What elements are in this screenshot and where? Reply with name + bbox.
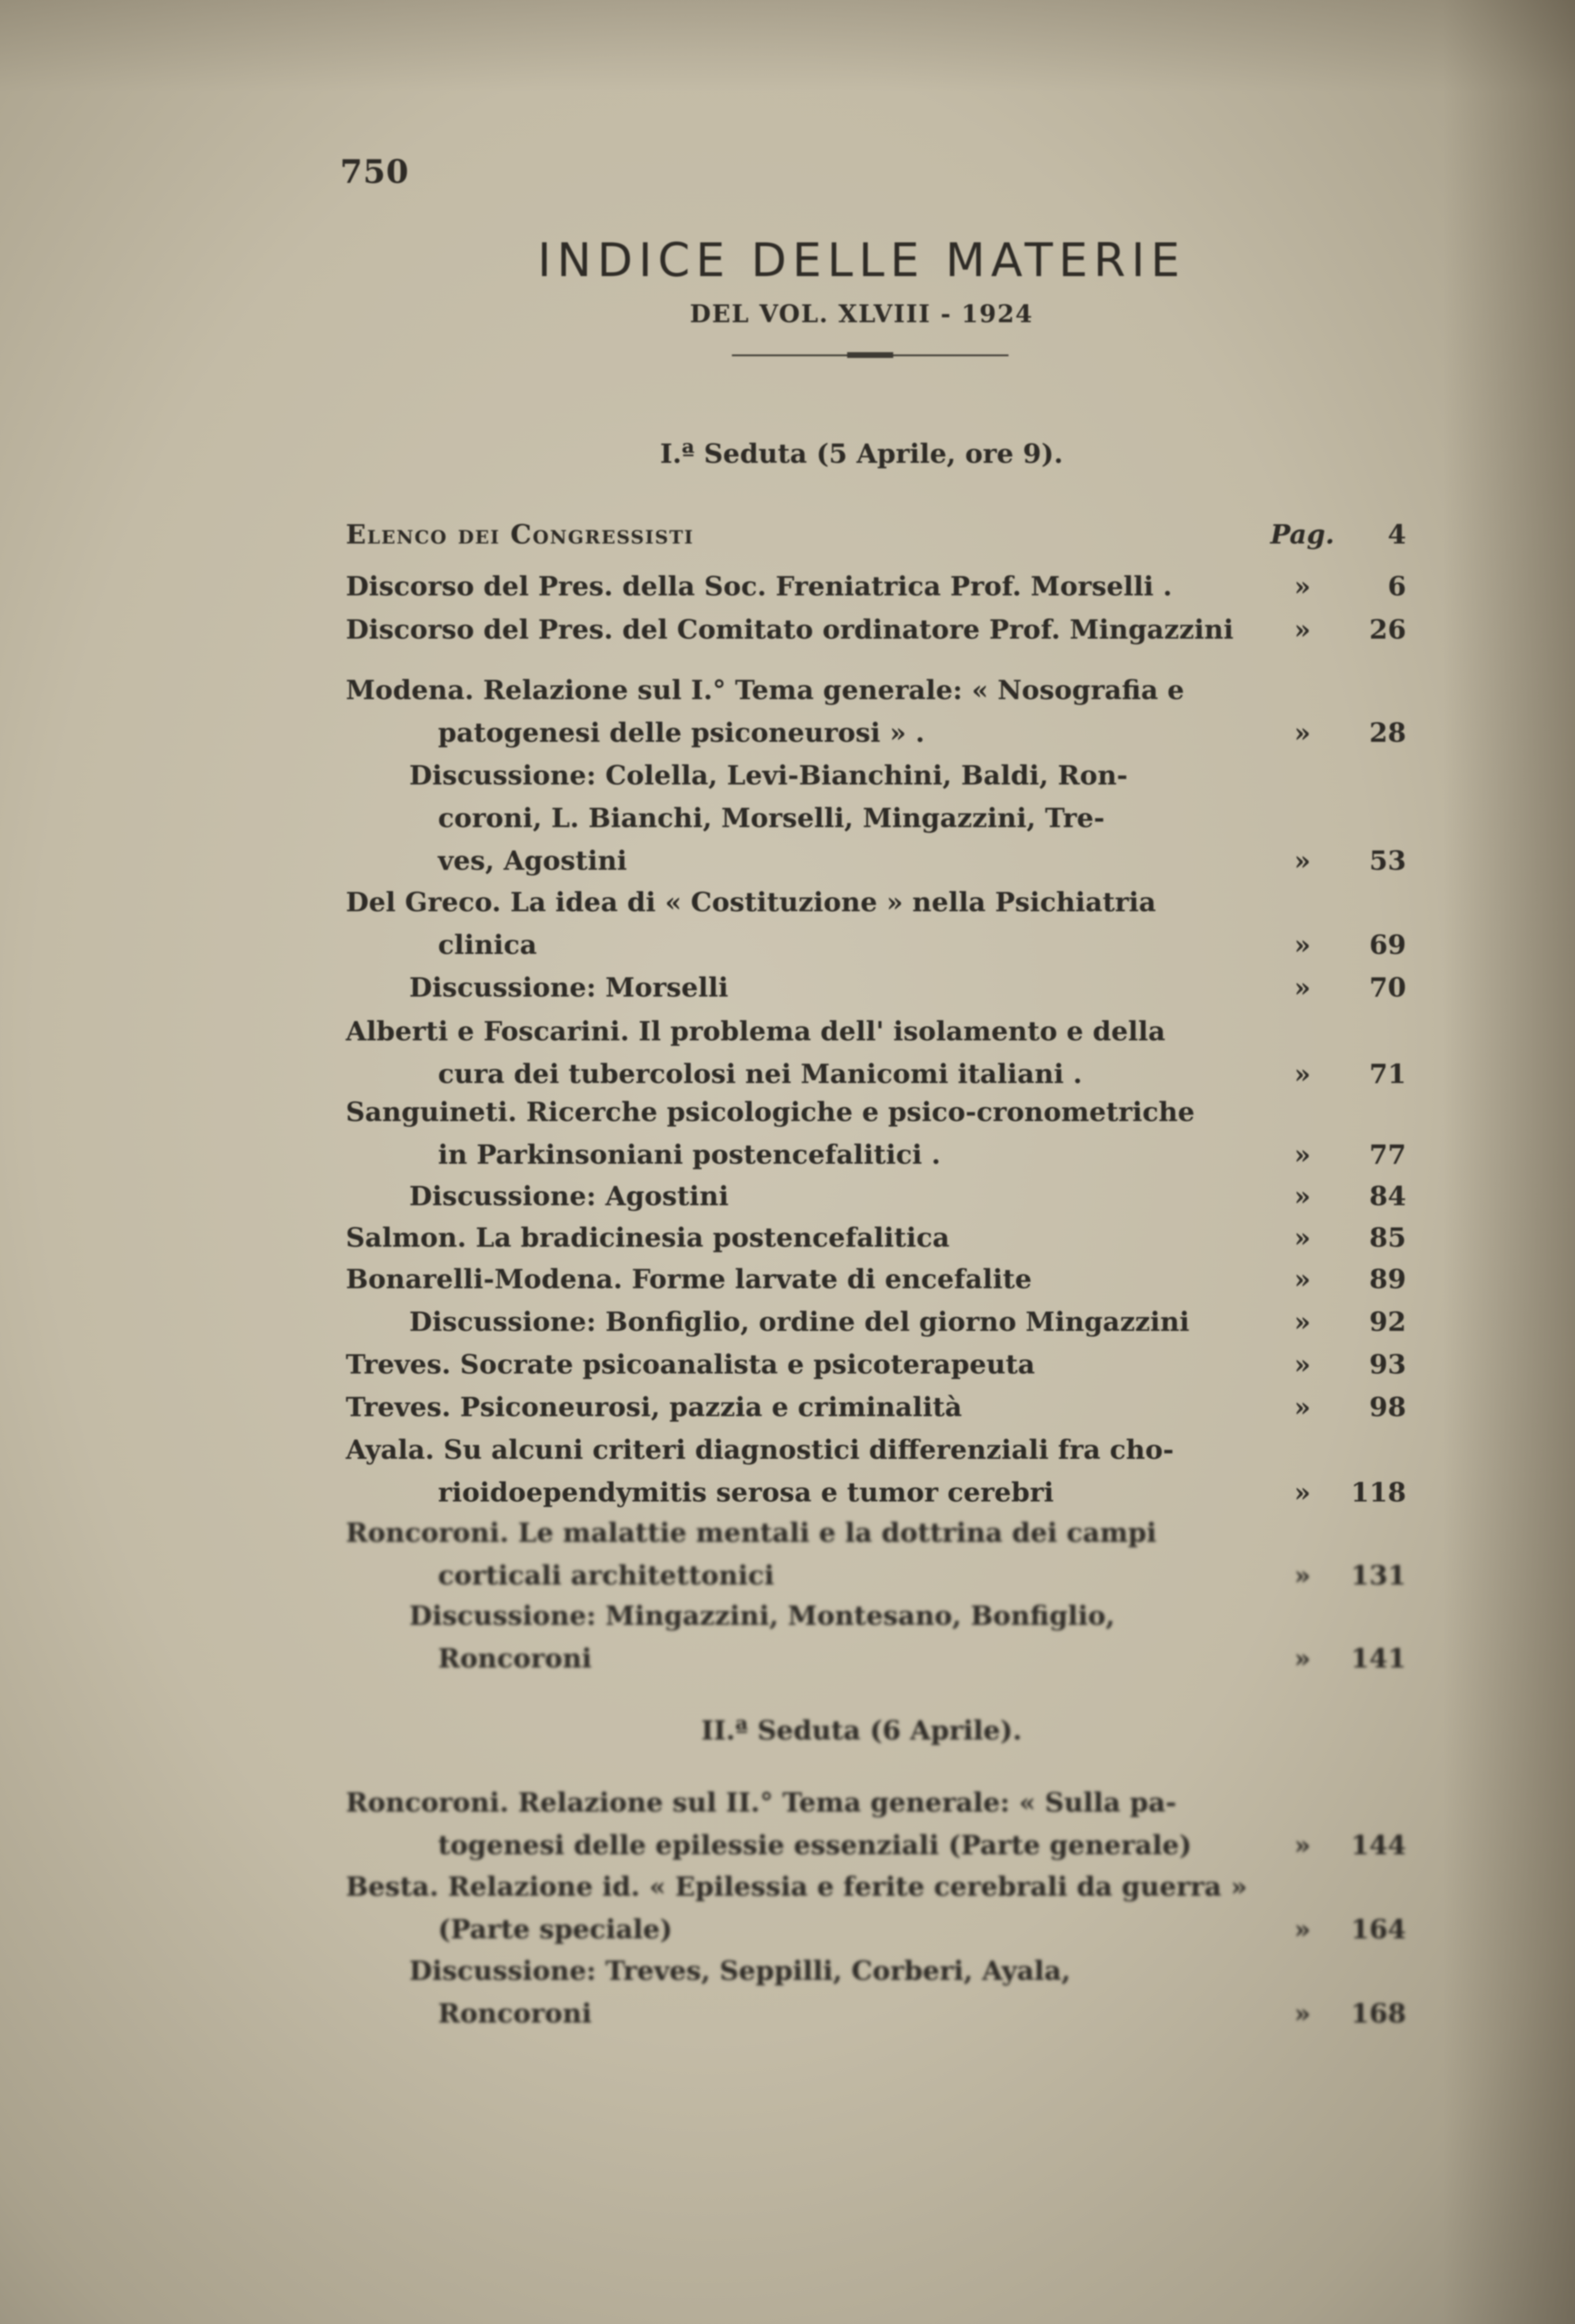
entry-page-number: 93 [1369,1349,1406,1380]
page-subtitle: DEL VOL. XLVIII - 1924 [689,300,1034,328]
page-edge-shadow-top [0,0,1575,92]
entry-text: Discussione: Mingazzini, Montesano, Bonfiglio, [409,1600,1115,1631]
entry-text: Roncoroni. Relazione sul II.° Tema generale: « Sulla pa- [346,1787,1177,1818]
entry-ditto-mark: » [1294,1058,1311,1089]
entry-text-continuation: patogenesi delle psiconeurosi » . [438,717,925,748]
entry-text-continuation: corticali architettonici [438,1560,775,1591]
entry-page-number: 98 [1369,1391,1406,1423]
entry-ditto-mark: » [1294,1349,1311,1380]
toc-entry [346,608,1406,651]
entry-page-number: 71 [1369,1058,1406,1089]
entry-ditto-mark: » [1294,1391,1311,1423]
entry-ditto-mark: » [1294,1643,1311,1674]
toc-entry [346,1386,1406,1428]
entry-ditto-mark: » [1294,972,1311,1003]
entry-text-continuation: (Parte speciale) [438,1914,673,1945]
entry-text-continuation: Roncoroni [438,1643,592,1674]
page-edge-shadow-right [1442,0,1575,2324]
toc-entry [346,1343,1406,1386]
entry-ditto-mark: » [1294,1222,1311,1253]
entry-text: Discussione: Treves, Seppilli, Corberi, Ayala, [409,1955,1071,1986]
entry-page-number: 28 [1369,717,1406,748]
entry-page-number: 4 [1387,519,1406,550]
toc-entry [346,1949,1406,2035]
entry-text: Alberti e Foscarini. Il problema dell' isolamento e della [346,1016,1166,1047]
entry-page-number: 89 [1369,1263,1406,1295]
toc-entry [346,1428,1406,1514]
entry-text-continuation: rioidoependymitis serosa e tumor cerebri [438,1477,1054,1508]
entry-ditto-mark: » [1294,1306,1311,1337]
entry-ditto-mark: » [1294,571,1311,602]
entry-text-continuation: clinica [438,929,537,960]
toc-entry [346,1865,1406,1950]
toc-entry [346,669,1406,754]
toc-entry [346,1511,1406,1597]
toc-entry [346,754,1406,882]
toc-entry [346,1258,1406,1300]
toc-entry [346,1091,1406,1176]
entry-text: Discussione: Agostini [409,1180,729,1212]
entry-text: Discorso del Pres. della Soc. Freniatrica Prof. Morselli . [346,571,1172,602]
entry-page-number: 118 [1350,1477,1406,1508]
entry-page-number: 85 [1369,1222,1406,1253]
entry-page-number: 77 [1369,1139,1406,1170]
entry-page-number: 92 [1369,1306,1406,1337]
toc-entry [346,513,1406,556]
entry-text-continuation: togenesi delle epilessie essenziali (Parte generale) [438,1829,1192,1861]
entry-page-number: 69 [1369,929,1406,960]
entry-ditto-mark: » [1294,929,1311,960]
entry-ditto-mark: » [1294,1829,1311,1861]
entry-text-continuation: ves, Agostini [438,845,627,876]
toc-entry [346,966,1406,1009]
entry-page-number: 168 [1350,1998,1406,2029]
toc-entry [346,1010,1406,1095]
entry-ditto-mark: » [1294,1560,1311,1591]
section-heading-2: II.ª Seduta (6 Aprile). [701,1715,1022,1746]
entry-text: Ayala. Su alcuni criteri diagnostici differenziali fra cho- [346,1434,1174,1465]
entry-ditto-mark: » [1294,1998,1311,2029]
toc-entry [346,881,1406,966]
entry-text-continuation: cura dei tubercolosi nei Manicomi italiani . [438,1058,1082,1089]
entry-ditto-mark: » [1294,845,1311,876]
toc-entry [346,565,1406,608]
toc-entry [346,1781,1406,1866]
entry-page-number: 144 [1350,1829,1406,1861]
entry-text: Del Greco. La idea di « Costituzione » nella Psichiatria [346,886,1156,918]
toc-entry [346,1216,1406,1259]
entry-page-number: 53 [1369,845,1406,876]
entry-text: Discussione: Bonfiglio, ordine del giorno Mingazzini [409,1306,1189,1337]
entry-ditto-mark: » [1294,1180,1311,1212]
section-heading-1: I.ª Seduta (5 Aprile, ore 9). [660,438,1063,469]
entry-text: Discorso del Pres. del Comitato ordinatore Prof. Mingazzini [346,614,1234,645]
toc-entry [346,1300,1406,1343]
entry-text-continuation: Roncoroni [438,1998,592,2029]
entry-text: Treves. Socrate psicoanalista e psicoterapeuta [346,1349,1035,1380]
entry-text: Bonarelli-Modena. Forme larvate di encefalite [346,1263,1032,1295]
entry-text: Elenco dei Congressisti [346,519,694,550]
entry-text: Modena. Relazione sul I.° Tema generale: « Nosografia e [346,674,1184,705]
entry-text: Discussione: Colella, Levi-Bianchini, Baldi, Ron- [409,760,1128,791]
entry-ditto-mark: » [1294,717,1311,748]
title-divider-mark [847,352,893,358]
entry-text: Treves. Psiconeurosi, pazzia e criminalità [346,1391,962,1423]
entry-ditto-mark: » [1294,1914,1311,1945]
entry-text: Salmon. La bradicinesia postencefalitica [346,1222,950,1253]
entry-page-number: 131 [1350,1560,1406,1591]
entry-ditto-mark: » [1294,1263,1311,1295]
entry-text: Sanguineti. Ricerche psicologiche e psico-cronometriche [346,1096,1195,1127]
entry-ditto-mark: » [1294,1139,1311,1170]
entry-page-number: 164 [1350,1914,1406,1945]
entry-text: Discussione: Morselli [409,972,728,1003]
entry-page-number: 70 [1369,972,1406,1003]
entry-page-number: 141 [1350,1643,1406,1674]
entry-ditto-mark: » [1294,1477,1311,1508]
entry-page-number: 26 [1369,614,1406,645]
entry-text: Besta. Relazione id. « Epilessia e ferite cerebrali da guerra » [346,1871,1248,1902]
entry-page-label: Pag. [1270,519,1335,550]
entry-text: Roncoroni. Le malattie mentali e la dottrina dei campi [346,1517,1157,1548]
page-title: INDICE DELLE MATERIE [537,233,1186,287]
entry-text-continuation: coroni, L. Bianchi, Morselli, Mingazzini, Tre- [438,802,1105,833]
page-number: 750 [340,153,409,191]
toc-entry [346,1175,1406,1217]
entry-ditto-mark: » [1294,614,1311,645]
entry-text-continuation: in Parkinsoniani postencefalitici . [438,1139,941,1170]
entry-page-number: 6 [1387,571,1406,602]
toc-entry [346,1594,1406,1680]
entry-page-number: 84 [1369,1180,1406,1212]
